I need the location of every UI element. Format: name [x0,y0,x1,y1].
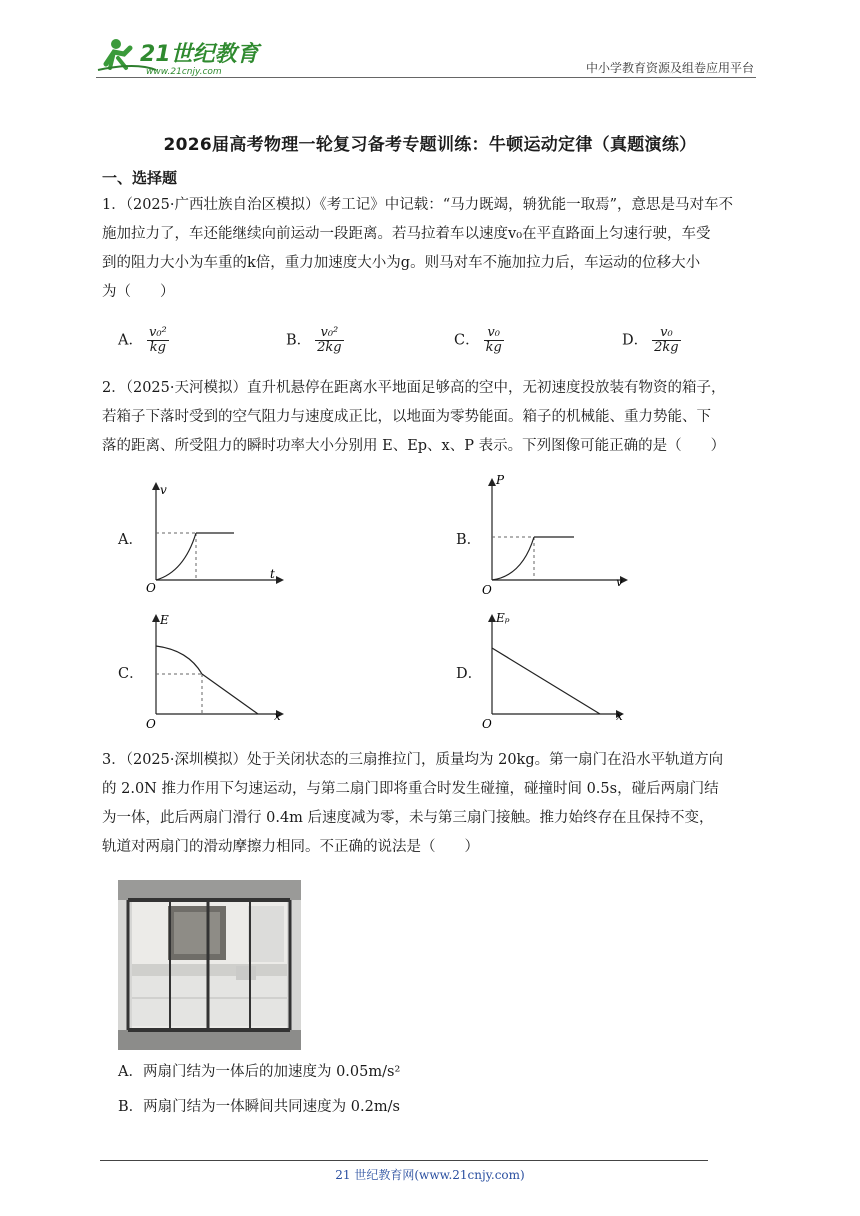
runner-logo-icon [96,34,266,78]
graph-c-origin: O [146,717,156,731]
logo-url: www.21cnjy.com [146,67,222,77]
footer-text[interactable]: 21 世纪教育网(www.21cnjy.com) [335,1168,525,1182]
q2-line: 落的距离、所受阻力的瞬时功率大小分别用 E、Ep、x、P 表示。下列图像可能正确的是（ ） [102,438,726,454]
graph-a-y-label: v [160,483,167,497]
page-title: 2026届高考物理一轮复习备考专题训练：牛顿运动定律（真题演练） [163,135,697,155]
q1-line: 1．（2025·广西壮族自治区模拟）《考工记》中记载：“马力既竭，辀犹能一取焉”，意思是马对车不 [102,197,734,213]
graph-b-y-label: P [496,473,505,487]
graph-d-ep-x [476,606,636,734]
q3-line: 轨道对两扇门的滑动摩擦力相同。不正确的说法是（ ） [102,839,479,855]
q2-line: 2．（2025·天河模拟）直升机悬停在距离水平地面足够高的空中，无初速度投放装有物资的箱子， [102,380,726,396]
question-1 [102,191,766,307]
q2-option-c-label[interactable]: C． [118,666,144,682]
q3-option-b[interactable]: B．两扇门结为一体瞬间共同速度为 0.2m/s [118,1099,400,1115]
q2-option-a-label[interactable]: A． [118,532,143,548]
q2-option-b-label[interactable]: B． [456,532,482,548]
graph-c-y-label: E [160,613,169,627]
footer-divider [100,1160,708,1161]
q3-option-a[interactable]: A．两扇门结为一体后的加速度为 0.05m/s² [118,1064,401,1080]
graph-b-p-v [476,470,636,598]
graph-b-origin: O [482,583,492,597]
graph-d-y-label: Eₚ [496,611,510,625]
graph-a-v-t [140,478,290,598]
logo-text: 21世纪教育 [140,42,259,67]
graph-c-x-label: x [274,709,281,723]
q3-line: 为一体，此后两扇门滑行 0.4m 后速度减为零，未与第三扇门接触。推力始终存在且保持不变， [102,810,714,826]
q1-option-a[interactable]: A． $\frac{\text{v₀²}}{kg}$ [118,325,167,355]
q1-option-c[interactable]: C． $\frac{\text{v₀}}{kg}$ [454,325,502,355]
q2-option-d-label[interactable]: D． [456,666,483,682]
sliding-door-photo [118,880,301,1050]
q2-line: 若箱子下落时受到的空气阻力与速度成正比，以地面为零势能面。箱子的机械能、重力势能、下 [102,409,711,425]
graph-c-e-x [140,608,290,732]
graph-d-x-label: x [616,709,623,723]
question-3 [102,746,766,862]
graph-b-x-label: v [616,575,623,589]
graph-a-x-label: t [270,567,275,581]
q3-line: 3．（2025·深圳模拟）处于关闭状态的三扇推拉门，质量均为 20kg。第一扇门在沿水平轨道方向 [102,752,724,768]
section-heading: 一、选择题 [102,169,178,187]
header-platform-text: 中小学教育资源及组卷应用平台 [585,61,754,75]
header-divider [96,77,756,78]
q1-line: 到的阻力大小为车重的k倍，重力加速度大小为g。则马对车不施加拉力后，车运动的位移大小 [102,255,701,271]
q1-line: 施加拉力了，车还能继续向前运动一段距离。若马拉着车以速度v₀在平直路面上匀速行驶，车受 [102,226,711,242]
graph-a-origin: O [146,581,156,595]
q1-option-b[interactable]: B． $\frac{\text{v₀²}}{2kg}$ [286,325,342,355]
q1-option-d[interactable]: D． $\frac{\text{v₀}}{2kg}$ [622,325,679,355]
q1-line: 为（ ） [102,284,175,300]
site-logo [96,34,266,78]
question-2 [102,374,766,461]
q3-line: 的 2.0N 推力作用下匀速运动，与第二扇门即将重合时发生碰撞，碰撞时间 0.5s，碰后两扇门结 [102,781,719,797]
graph-d-origin: O [482,717,492,731]
